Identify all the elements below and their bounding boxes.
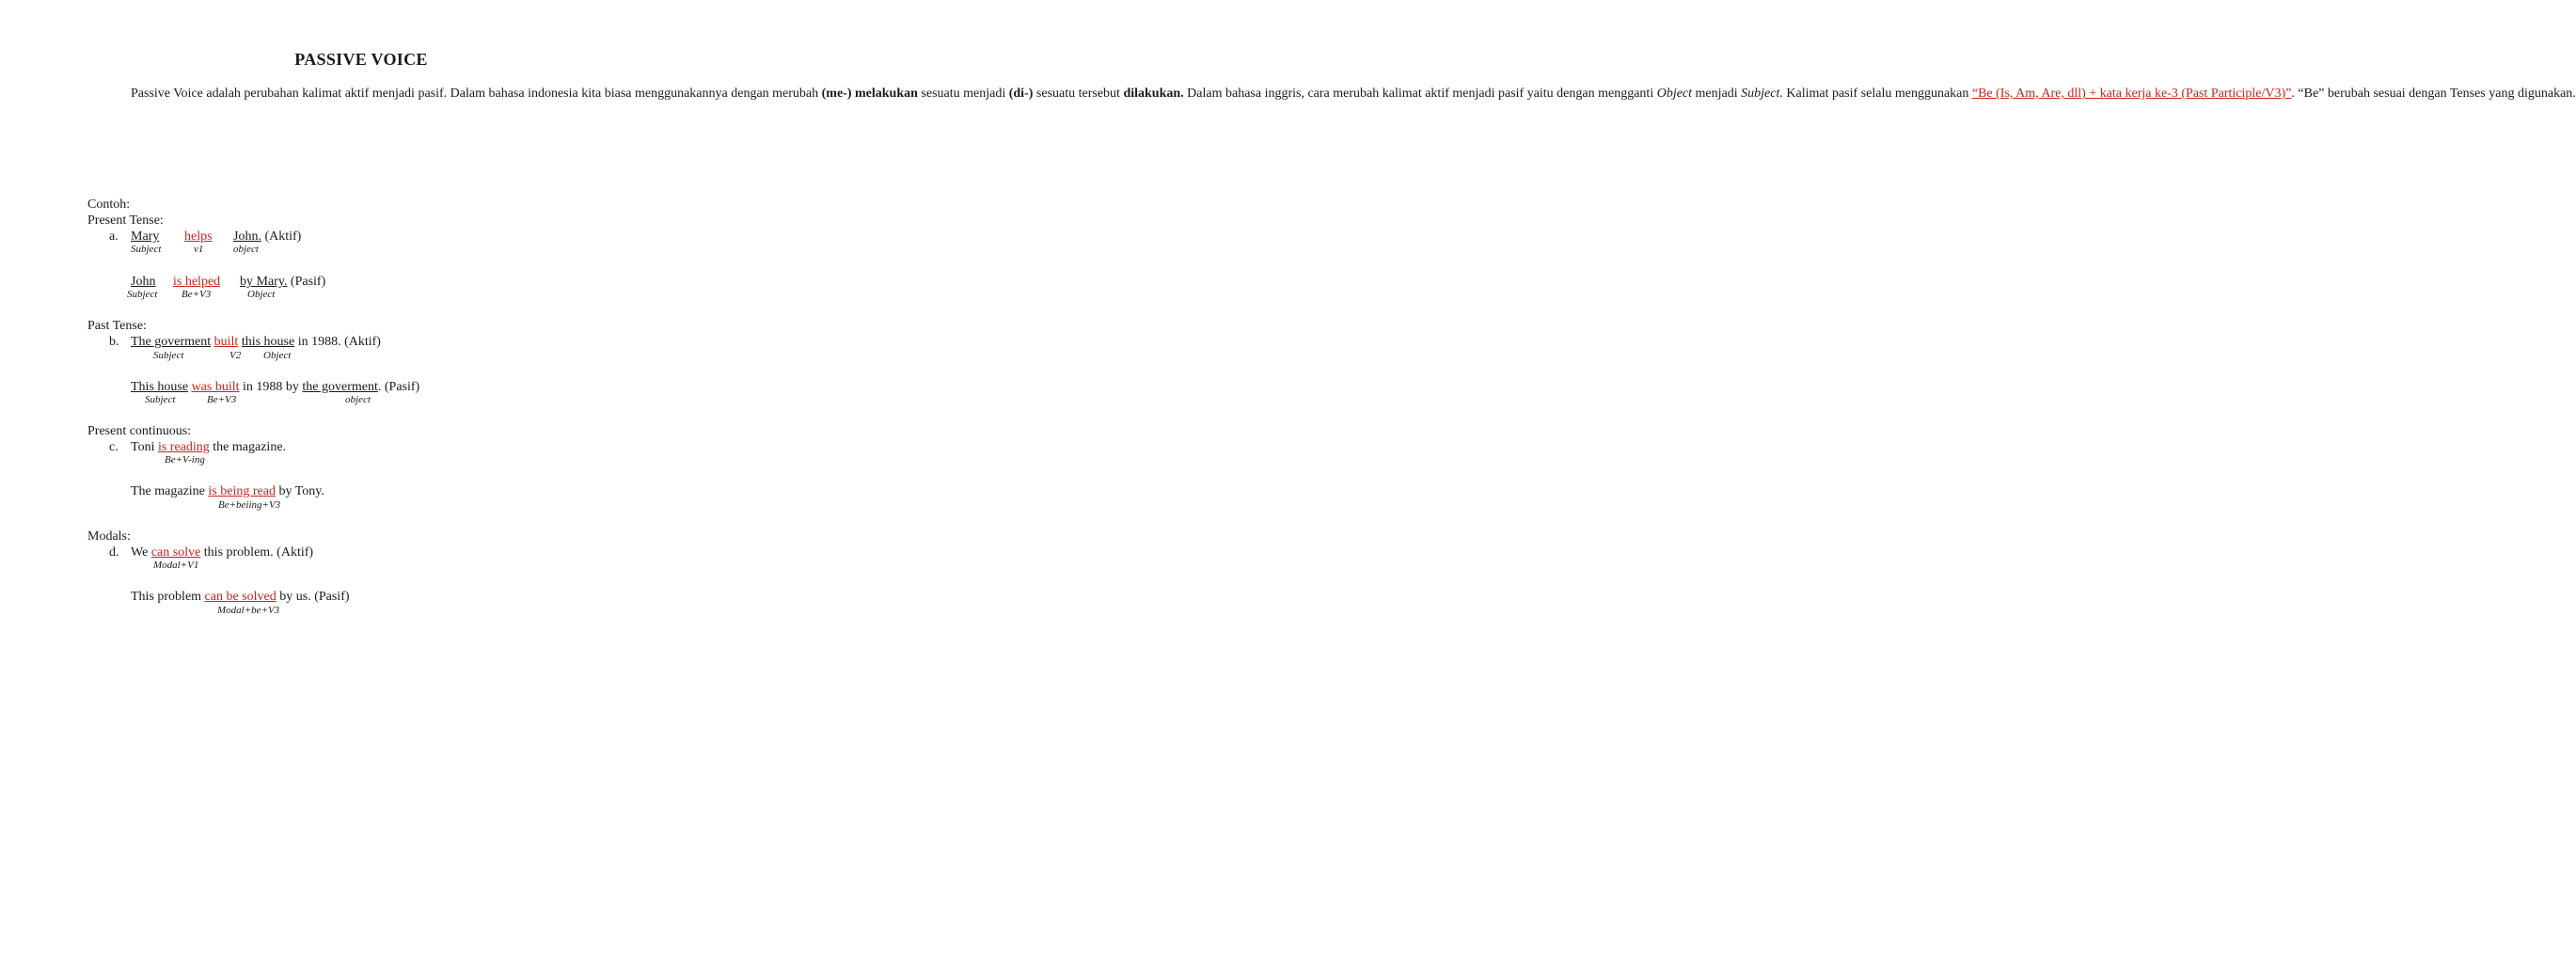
intro-text-7: . “Be” berubah sesuai dengan Tenses yang digunakan.	[2291, 87, 2576, 101]
past-tense-heading: Past Tense:	[87, 319, 147, 333]
d1-label: Modal+V1	[153, 560, 199, 571]
intro-formula: “Be (Is, Am, Are, dll) + kata kerja ke-3 (Past Participle/V3)”	[1971, 87, 2292, 101]
d1-verb: can solve	[150, 545, 201, 560]
b2-mid: in 1988 by	[239, 380, 303, 394]
intro-paragraph	[87, 86, 2576, 102]
b1-label-verb: V2	[229, 350, 242, 361]
list-marker-a: a.	[109, 229, 119, 244]
intro-me-melakukan: (me-) melakukan	[821, 87, 918, 101]
a2-label-object: Object	[247, 289, 276, 300]
modals-heading: Modals:	[87, 529, 131, 544]
b2-rest: . (Pasif)	[377, 380, 420, 394]
intro-text-2: sesuatu menjadi	[917, 87, 1009, 101]
c2-rest: by Tony.	[275, 484, 324, 498]
d2-pre: This problem	[131, 590, 205, 604]
a1-object: John.	[233, 229, 261, 244]
c1-label: Be+V-ing	[165, 454, 205, 466]
present-continuous-heading: Present continuous:	[87, 424, 192, 438]
c2-label: Be+beiing+V3	[218, 499, 281, 511]
intro-text-5: menjadi	[1692, 87, 1742, 101]
d1-rest: this problem. (Aktif)	[200, 545, 314, 560]
c1-rest: the magazine.	[209, 440, 287, 454]
intro-text-6: Kalimat pasif selalu menggunakan	[1782, 87, 1972, 101]
list-marker-c: c.	[109, 440, 119, 454]
b2-label-verb: Be+V3	[207, 394, 237, 405]
intro-di: (di-)	[1008, 87, 1034, 101]
a1-label-object: object	[233, 244, 259, 255]
d1-sentence	[131, 545, 313, 560]
d2-verb: can be solved	[204, 590, 277, 604]
c1-pre: Toni	[131, 440, 158, 454]
intro-object: Object	[1656, 87, 1693, 101]
c1-verb: is reading	[157, 440, 210, 454]
list-marker-d: d.	[109, 545, 119, 560]
b1-label-object: Object	[263, 350, 292, 361]
a1-label-verb: v1	[194, 244, 204, 255]
a2-note: (Pasif)	[287, 275, 326, 289]
intro-text-1: Passive Voice adalah perubahan kalimat aktif menjadi pasif. Dalam bahasa indonesia kita biasa menggunakannya dengan merubah	[131, 87, 822, 101]
a2-label-subject: Subject	[127, 289, 158, 300]
c2-verb: is being read	[208, 484, 276, 498]
list-marker-b: b.	[109, 335, 119, 349]
b1-label-subject: Subject	[153, 350, 184, 361]
d1-pre: We	[131, 545, 151, 560]
b1-rest: in 1988. (Aktif)	[294, 335, 381, 349]
a1-verb: helps	[184, 229, 213, 244]
b2-object: the goverment	[302, 380, 378, 394]
contoh-label: Contoh:	[87, 197, 131, 212]
a1-subject: Mary	[131, 229, 160, 244]
b2-label-subject: Subject	[145, 394, 176, 405]
b2-sentence	[131, 379, 419, 395]
a2-object: by Mary.	[240, 275, 288, 289]
c1-sentence	[131, 439, 286, 455]
intro-text-3: sesuatu tersebut	[1033, 87, 1124, 101]
a2-label-verb: Be+V3	[182, 289, 212, 300]
a1-label-subject: Subject	[131, 244, 162, 255]
d2-sentence	[131, 589, 350, 605]
d2-rest: by us. (Pasif)	[276, 590, 350, 604]
b1-verb: built	[213, 335, 239, 349]
page-title: PASSIVE VOICE	[294, 50, 428, 69]
b2-label-object: object	[345, 394, 371, 405]
intro-text-4: Dalam bahasa inggris, cara merubah kalimat aktif menjadi pasif yaitu dengan mengganti	[1183, 87, 1657, 101]
intro-subject: Subject.	[1741, 87, 1783, 101]
d2-label: Modal+be+V3	[217, 605, 280, 616]
intro-dilakukan: dilakukan.	[1123, 87, 1184, 101]
b1-subject: The goverment	[131, 335, 212, 349]
present-tense-heading: Present Tense:	[87, 213, 164, 228]
b1-sentence	[131, 334, 381, 350]
c2-pre: The magazine	[131, 484, 209, 498]
a2-verb: is helped	[173, 275, 221, 289]
a2-subject: John	[131, 275, 156, 289]
a1-note: (Aktif)	[261, 229, 302, 244]
b2-subject: This house	[131, 380, 189, 394]
b2-verb: was built	[191, 380, 240, 394]
c2-sentence	[131, 483, 324, 499]
b1-object: this house	[241, 335, 295, 349]
